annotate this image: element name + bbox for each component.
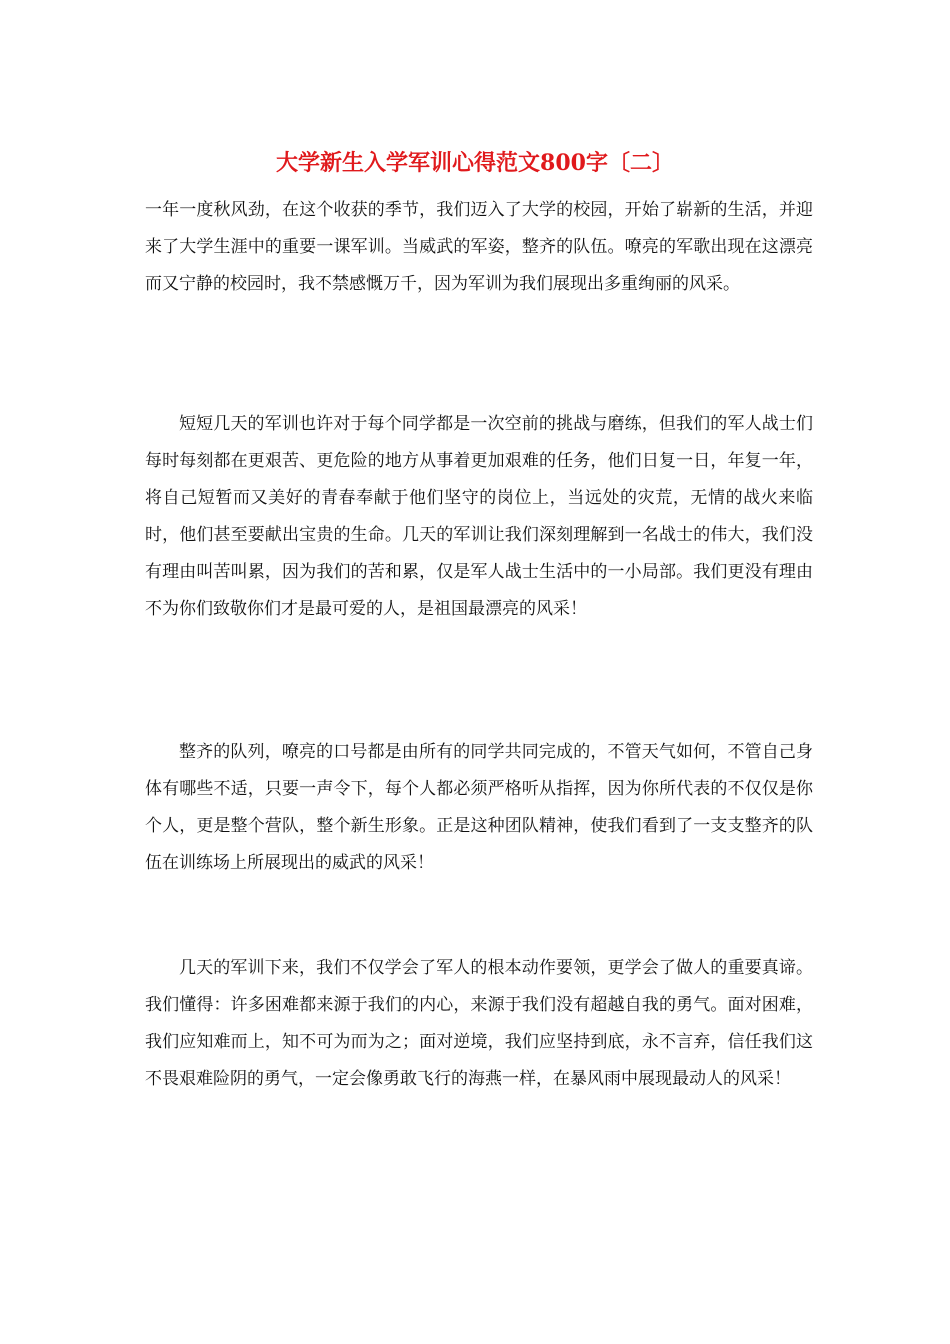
paragraph-4: 几天的军训下来，我们不仅学会了军人的根本动作要领，更学会了做人的重要真谛。我们懂得：许多困难都来源于我们的内心，来源于我们没有超越自我的勇气。面对困难，我们应知难而上，知不可为而为之；面对逆境，我们应坚持到底，永不言弃，信任我们这不畏艰难险阴的勇气，一定会像勇敢飞行的海燕一样，在暴风雨中展现最动人的风采！: [145, 958, 813, 1089]
paragraph-1: 一年一度秋风劲，在这个收获的季节，我们迈入了大学的校园，开始了崭新的生活，并迎来了大学生涯中的重要一课军训。当威武的军姿，整齐的队伍。嘹亮的军歌出现在这漂亮而又宁静的校园时，我不禁感慨万千，因为军训为我们展现出多重绚丽的风采。: [145, 200, 813, 294]
paragraph-3: 整齐的队列，嘹亮的口号都是由所有的同学共同完成的，不管天气如何，不管自己身体有哪些不适，只要一声令下，每个人都必须严格听从指挥，因为你所代表的不仅仅是你个人，更是整个营队，整个新生形象。正是这种团队精神，使我们看到了一支支整齐的队伍在训练场上所展现出的威武的风采！: [145, 742, 813, 873]
paragraph-2: 短短几天的军训也许对于每个同学都是一次空前的挑战与磨练，但我们的军人战士们每时每刻都在更艰苦、更危险的地方从事着更加艰难的任务，他们日复一日，年复一年，将自己短暂而又美好的青春奉献于他们坚守的岗位上，当远处的灾荒，无情的战火来临时，他们甚至要献出宝贵的生命。几天的军训让我们深刻理解到一名战士的伟大，我们没有理由叫苦叫累，因为我们的苦和累，仅是军人战士生活中的一小局部。我们更没有理由不为你们致敬你们才是最可爱的人，是祖国最漂亮的风采！: [145, 414, 813, 619]
document-title: 大学新生入学军训心得范文800字〔二〕: [276, 150, 674, 176]
